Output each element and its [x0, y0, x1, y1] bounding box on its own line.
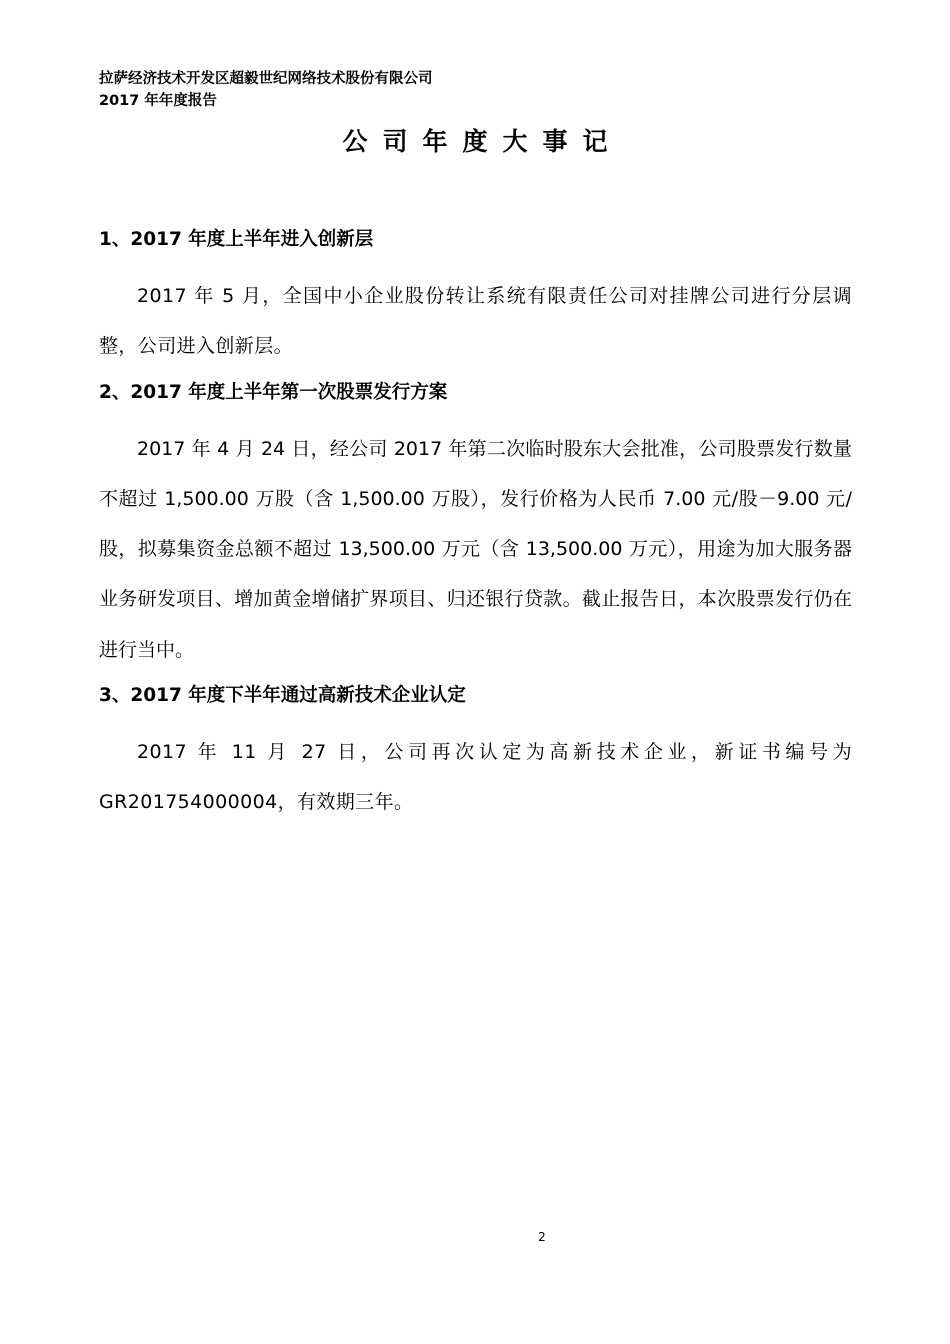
- section-2-body: 2017 年 4 月 24 日，经公司 2017 年第二次临时股东大会批准，公司股票发行数量不超过 1,500.00 万股（含 1,500.00 万股），发行价格为人民币 7.00 元/股－9.00 元/股，拟募集资金总额不超过 13,500.00 万元（含 13,500.00 万元），用途为加大服务器业务研发项目、增加黄金增储扩界项目、归还银行贷款。截止报告日，本次股票发行仍在进行当中。: [99, 437, 852, 661]
- page-number: 2: [538, 1230, 546, 1244]
- document-header: [99, 68, 433, 112]
- section-1-body: 2017 年 5 月，全国中小企业股份转让系统有限责任公司对挂牌公司进行分层调整，公司进入创新层。: [99, 285, 852, 358]
- header-company-name: 拉萨经济技术开发区超毅世纪网络技术股份有限公司: [99, 71, 433, 87]
- section-3-body: 2017 年 11 月 27 日，公司再次认定为高新技术企业，新证书编号为 GR201754000004，有效期三年。: [99, 741, 852, 814]
- section-3-heading: 3、2017 年度下半年通过高新技术企业认定: [99, 685, 466, 707]
- events-content: [99, 222, 852, 831]
- header-report-label: 2017 年年度报告: [99, 93, 217, 109]
- section-2-heading: 2、2017 年度上半年第一次股票发行方案: [99, 381, 448, 403]
- section-1-heading: 1、2017 年度上半年进入创新层: [99, 229, 374, 250]
- page-title: 公司年度大事记: [342, 127, 623, 156]
